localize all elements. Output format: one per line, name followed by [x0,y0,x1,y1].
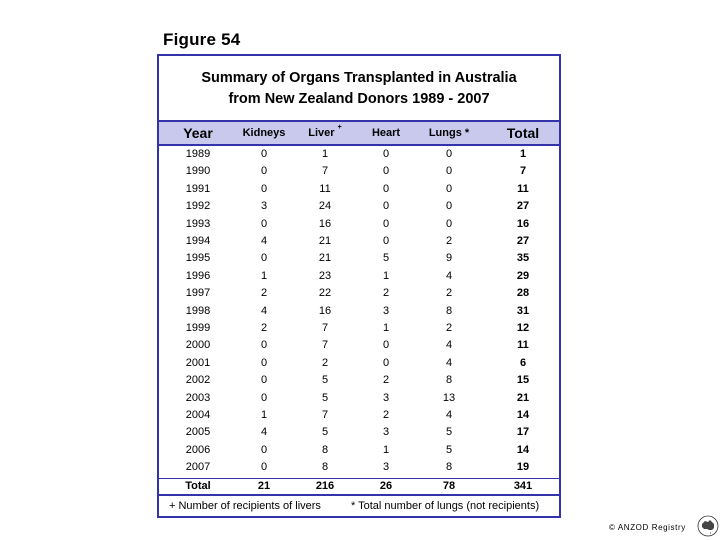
cell-year: 2006 [185,443,211,456]
cell-lungs: 0 [445,165,453,178]
cell-total: 35 [516,252,530,265]
cell-liver: 5 [321,391,329,404]
cell-lungs: 8 [445,374,453,387]
cell-lungs: 0 [445,217,453,230]
cell-kidneys: 4 [260,426,268,439]
cell-lungs: 4 [445,269,453,282]
cell-heart: 0 [382,235,390,247]
cell-heart: 0 [382,148,390,160]
cell-kidneys: 1 [260,409,268,421]
cell-liver: 5 [321,374,329,387]
cell-kidneys: 0 [260,461,268,474]
table-row [159,355,559,372]
cell-liver: 7 [321,322,329,334]
header-liver [295,122,355,144]
cell-heart: 3 [382,304,390,317]
totals-liver: 216 [315,480,335,492]
cell-kidneys: 3 [260,200,268,213]
cell-lungs: 13 [442,391,456,404]
cell-year: 1997 [185,287,211,300]
cell-year: 2002 [185,374,211,387]
cell-lungs: 4 [445,339,453,352]
cell-total: 6 [519,356,527,369]
cell-kidneys: 0 [260,217,268,230]
cell-year: 2007 [185,461,211,474]
cell-total: 1 [519,148,527,160]
cell-kidneys: 0 [260,148,268,160]
cell-liver: 7 [321,339,329,352]
table-row [159,372,559,389]
cell-total: 11 [517,182,529,195]
cell-total: 19 [516,461,530,474]
cell-year: 1998 [185,304,211,317]
totals-label: Total [185,480,211,492]
cell-year: 2000 [185,339,211,352]
cell-total: 29 [516,269,530,282]
header-year: Year [183,125,213,141]
cell-liver: 16 [318,304,332,317]
cell-heart: 1 [382,269,390,282]
cell-total: 31 [516,304,530,317]
cell-kidneys: 0 [260,356,268,369]
cell-kidneys: 0 [260,165,268,178]
cell-heart: 0 [382,200,390,213]
cell-kidneys: 0 [260,252,268,265]
footnote-liver: + Number of recipients of livers [169,500,321,512]
cell-kidneys: 2 [260,322,268,334]
figure-label: Figure 54 [163,30,241,49]
table-header-row [159,120,559,146]
cell-year: 2005 [185,426,211,439]
cell-heart: 0 [382,217,390,230]
table-row [159,390,559,407]
table-row [159,198,559,215]
cell-lungs: 5 [445,426,453,439]
cell-heart: 0 [382,165,390,178]
table-row [159,268,559,285]
cell-year: 1991 [185,182,211,195]
cell-kidneys: 0 [260,182,268,195]
cell-total: 11 [517,339,529,352]
table-row [159,459,559,476]
cell-total: 28 [516,287,530,300]
header-liver-mark: + [337,124,342,131]
cell-lungs: 0 [445,148,453,160]
cell-lungs: 9 [445,252,453,265]
cell-liver: 21 [318,235,332,247]
cell-year: 1990 [185,165,211,178]
header-liver-label: Liver [308,127,335,139]
cell-kidneys: 4 [260,304,268,317]
table-row [159,320,559,337]
cell-heart: 0 [382,182,390,195]
footnote-lungs: * Total number of lungs (not recipients) [351,500,540,512]
cell-total: 27 [516,200,530,213]
cell-liver: 16 [318,217,332,230]
table-row [159,250,559,267]
table-row [159,337,559,354]
totals-lungs: 78 [442,480,456,492]
cell-total: 27 [516,235,530,247]
cell-year: 1989 [185,148,211,160]
cell-kidneys: 0 [260,374,268,387]
table-row [159,181,559,198]
cell-total: 16 [516,217,530,230]
cell-lungs: 2 [445,287,453,300]
totals-kidneys: 21 [257,480,271,492]
cell-lungs: 4 [445,409,453,421]
cell-lungs: 0 [445,200,453,213]
cell-liver: 2 [321,356,329,369]
cell-liver: 24 [318,200,332,213]
cell-liver: 11 [319,182,331,195]
table-row [159,424,559,441]
header-kidneys: Kidneys [242,127,286,139]
table-title-line1: Summary of Organs Transplanted in Australia [201,70,517,86]
cell-lungs: 2 [445,322,453,334]
cell-heart: 5 [382,252,390,265]
cell-kidneys: 1 [260,269,268,282]
cell-lungs: 8 [445,304,453,317]
totals-total: 341 [513,480,533,492]
cell-heart: 0 [382,356,390,369]
registry-credit: © ANZOD Registry [609,523,686,532]
cell-lungs: 4 [445,356,453,369]
cell-liver: 1 [321,148,329,160]
table-row [159,233,559,250]
cell-liver: 8 [321,443,329,456]
cell-heart: 2 [382,409,390,421]
cell-total: 7 [519,165,527,178]
table-row [159,442,559,459]
totals-heart: 26 [379,480,393,492]
cell-total: 14 [516,409,530,421]
table-row [159,285,559,302]
cell-kidneys: 2 [260,287,268,300]
cell-heart: 0 [382,339,390,352]
cell-lungs: 8 [445,461,453,474]
cell-year: 2004 [185,409,211,421]
table-row [159,303,559,320]
cell-heart: 2 [382,374,390,387]
header-lungs: Lungs * [428,127,470,139]
cell-year: 1999 [185,322,211,334]
header-heart: Heart [371,127,401,139]
cell-total: 14 [516,443,530,456]
cell-year: 1993 [185,217,211,230]
cell-kidneys: 0 [260,391,268,404]
table-row [159,163,559,180]
cell-liver: 21 [318,252,332,265]
cell-year: 1994 [185,235,211,247]
cell-lungs: 5 [445,443,453,456]
table-footnotes [159,494,559,516]
cell-liver: 8 [321,461,329,474]
cell-heart: 1 [382,443,390,456]
cell-heart: 1 [382,322,390,334]
cell-total: 12 [516,322,530,334]
table-row [159,216,559,233]
cell-kidneys: 4 [260,235,268,247]
cell-total: 15 [516,374,530,387]
cell-lungs: 2 [445,235,453,247]
cell-liver: 22 [318,287,332,300]
cell-total: 17 [516,426,530,439]
cell-liver: 5 [321,426,329,439]
table-row [159,146,559,163]
cell-heart: 3 [382,426,390,439]
organ-transplant-table [157,54,561,518]
table-title [159,56,559,120]
totals-row [159,478,559,495]
cell-year: 1995 [185,252,211,265]
cell-liver: 7 [321,165,329,178]
cell-heart: 3 [382,391,390,404]
australia-map-icon [697,515,719,537]
cell-year: 2003 [185,391,211,404]
cell-kidneys: 0 [260,339,268,352]
cell-year: 1992 [185,200,211,213]
header-total: Total [506,125,540,141]
cell-heart: 2 [382,287,390,300]
cell-year: 2001 [185,356,211,369]
table-title-line2: from New Zealand Donors 1989 - 2007 [228,91,490,107]
table-row [159,407,559,424]
cell-year: 1996 [185,269,211,282]
cell-kidneys: 0 [260,443,268,456]
cell-heart: 3 [382,461,390,474]
cell-liver: 7 [321,409,329,421]
cell-total: 21 [516,391,530,404]
cell-liver: 23 [318,269,332,282]
cell-lungs: 0 [445,182,453,195]
